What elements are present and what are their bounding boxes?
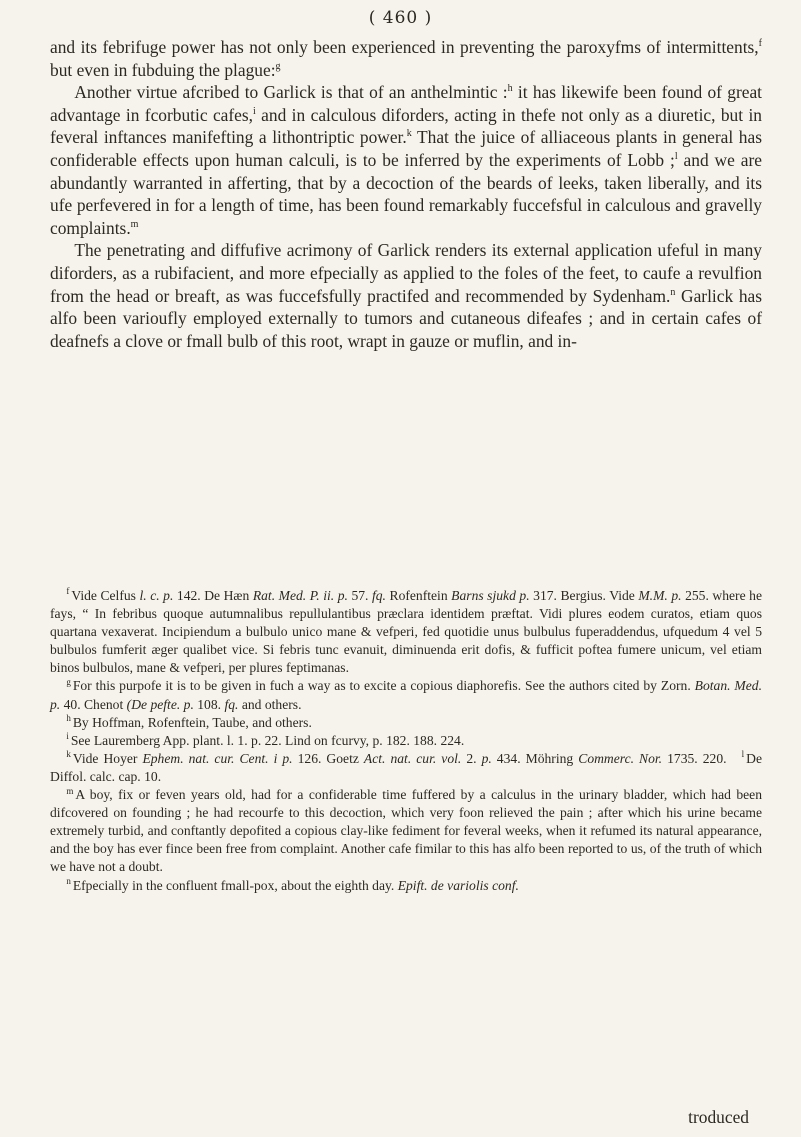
paragraph-febrifuge: and its febrifuge power has not only been experienced in preventing the paroxyfms of intermittents,$^f$ but even in fubduing the plague:$^g$ bbox=[50, 37, 762, 80]
footnote-g: $^g$ For this purpofe it is to be given in fuch a way as to excite a copious diaphorefis. See the authors cited by Zorn. Botan. Med. p. 40. Chenot (De pefte. p. 108. fq. and others. bbox=[50, 676, 762, 712]
footnote-k: $^k$ Vide Hoyer Ephem. nat. cur. Cent. i p. 126. Goetz Act. nat. cur. vol. 2. p. 434. Möhring Commerc. Nor. 1735. 220. $^l$ De Diffol. calc. cap. 10. bbox=[50, 749, 762, 784]
footnote-n: $^n$ Efpecially in the confluent fmall-pox, about the eighth day. Epift. de variolis conf. bbox=[66, 875, 519, 893]
footnote-ref-g[interactable]: g bbox=[275, 60, 281, 72]
paragraph-external-application: The penetrating and diffufive acrimony of Garlick renders its external application ufeful in many diforders, as a rubifacient, and more efpecially as applied to the foles of the feet, to caufe a revulfion from the head or breaft, as was fuccefsfully practifed and recommended by Sydenham.$^n$ Garlick has alfo been varioufly employed externally to tumors and cutaneous difeafes ; and in certain cafes of deafnefs a clove or fmall bulb of this root, wrapt in gauze or muflin, and in- bbox=[50, 240, 762, 351]
catchword: troduced bbox=[688, 1107, 749, 1127]
footnote-h: $^h$ By Hoffman, Rofenftein, Taube, and others. bbox=[66, 713, 312, 730]
footnote-ref-i[interactable]: i bbox=[253, 105, 256, 117]
footnote-i: $^i$ See Lauremberg App. plant. l. 1. p. 22. Lind on fcurvy, p. 182. 188. 224. bbox=[66, 731, 465, 748]
footnote-ref-l[interactable]: l bbox=[674, 151, 678, 163]
main-text bbox=[50, 36, 762, 352]
paragraph-anthelmintic: Another virtue afcribed to Garlick is that of an anthelmintic :$^h$ it has likewife been found of great advantage in fcorbutic cafes,$^i$ and in calculous diforders, acting in thefe not only as a diuretic, but in feveral inftances manifefting a lithontriptic power.$^k$ That the juice of alliaceous plants in general has confiderable effects upon human calculi, is to be inferred by the experiments of Lobb ;$^l$ and we are abundantly warranted in afferting, that by a decoction of the beards of leeks, taken liberally, and its ufe perfevered in for a length of time, has been found remarkably fuccefsful in calculous and gravelly complaints.$^m$ bbox=[50, 82, 763, 238]
footnote-ref-h[interactable]: h bbox=[507, 83, 513, 95]
footnote-ref-f[interactable]: f bbox=[758, 38, 762, 50]
footnotes bbox=[50, 587, 762, 895]
page-number: ( 460 ) bbox=[368, 8, 433, 28]
footnote-ref-m[interactable]: m bbox=[130, 218, 139, 230]
footnote-ref-n[interactable]: n bbox=[670, 286, 676, 298]
footnote-m: $^m$ A boy, fix or feven years old, had for a confiderable time fuffered by a calculus in the urinary bladder, which had been difcovered on founding ; he had recourfe to this decoction, which very foon relieved the pain ; after which his urine became extremely turbid, and conftantly depofited a copious clay-like fediment for feveral weeks, when it refumed its natural appearance, and the boy has ever fince been free from complaint. Another cafe fimilar to this has alfo been reported to us, of the truth of which we have not a doubt. bbox=[50, 785, 762, 875]
footnote-f: $^f$ Vide Celfus l. c. p. 142. De Hæn Rat. Med. P. ii. p. 57. fq. Rofenftein Barns sjukd p. 317. Bergius. Vide M.M. p. 255. where he fays, “ In febribus quoque autumnalibus repullulantibus præclara identidem præftat. Vidi plures eodem curatos, etiam quos quartana vexaverat. Incipiendum a bulbulo unico mane & vefperi, fed quotidie unus bulbulus fuperaddendus, ufquedum 4 vel 5 bulbulos fumferit æger qualibet vice. Si febris tunc evanuit, diminuenda erit dofis, & fufficit poftea fumere unicum, vel etiam binos bulbulos, mane & vefperi, per plures feptimanas. bbox=[50, 586, 762, 676]
footnote-l: De Diffol. calc. cap. 10. bbox=[50, 750, 762, 784]
footnote-ref-k[interactable]: k bbox=[406, 128, 412, 140]
